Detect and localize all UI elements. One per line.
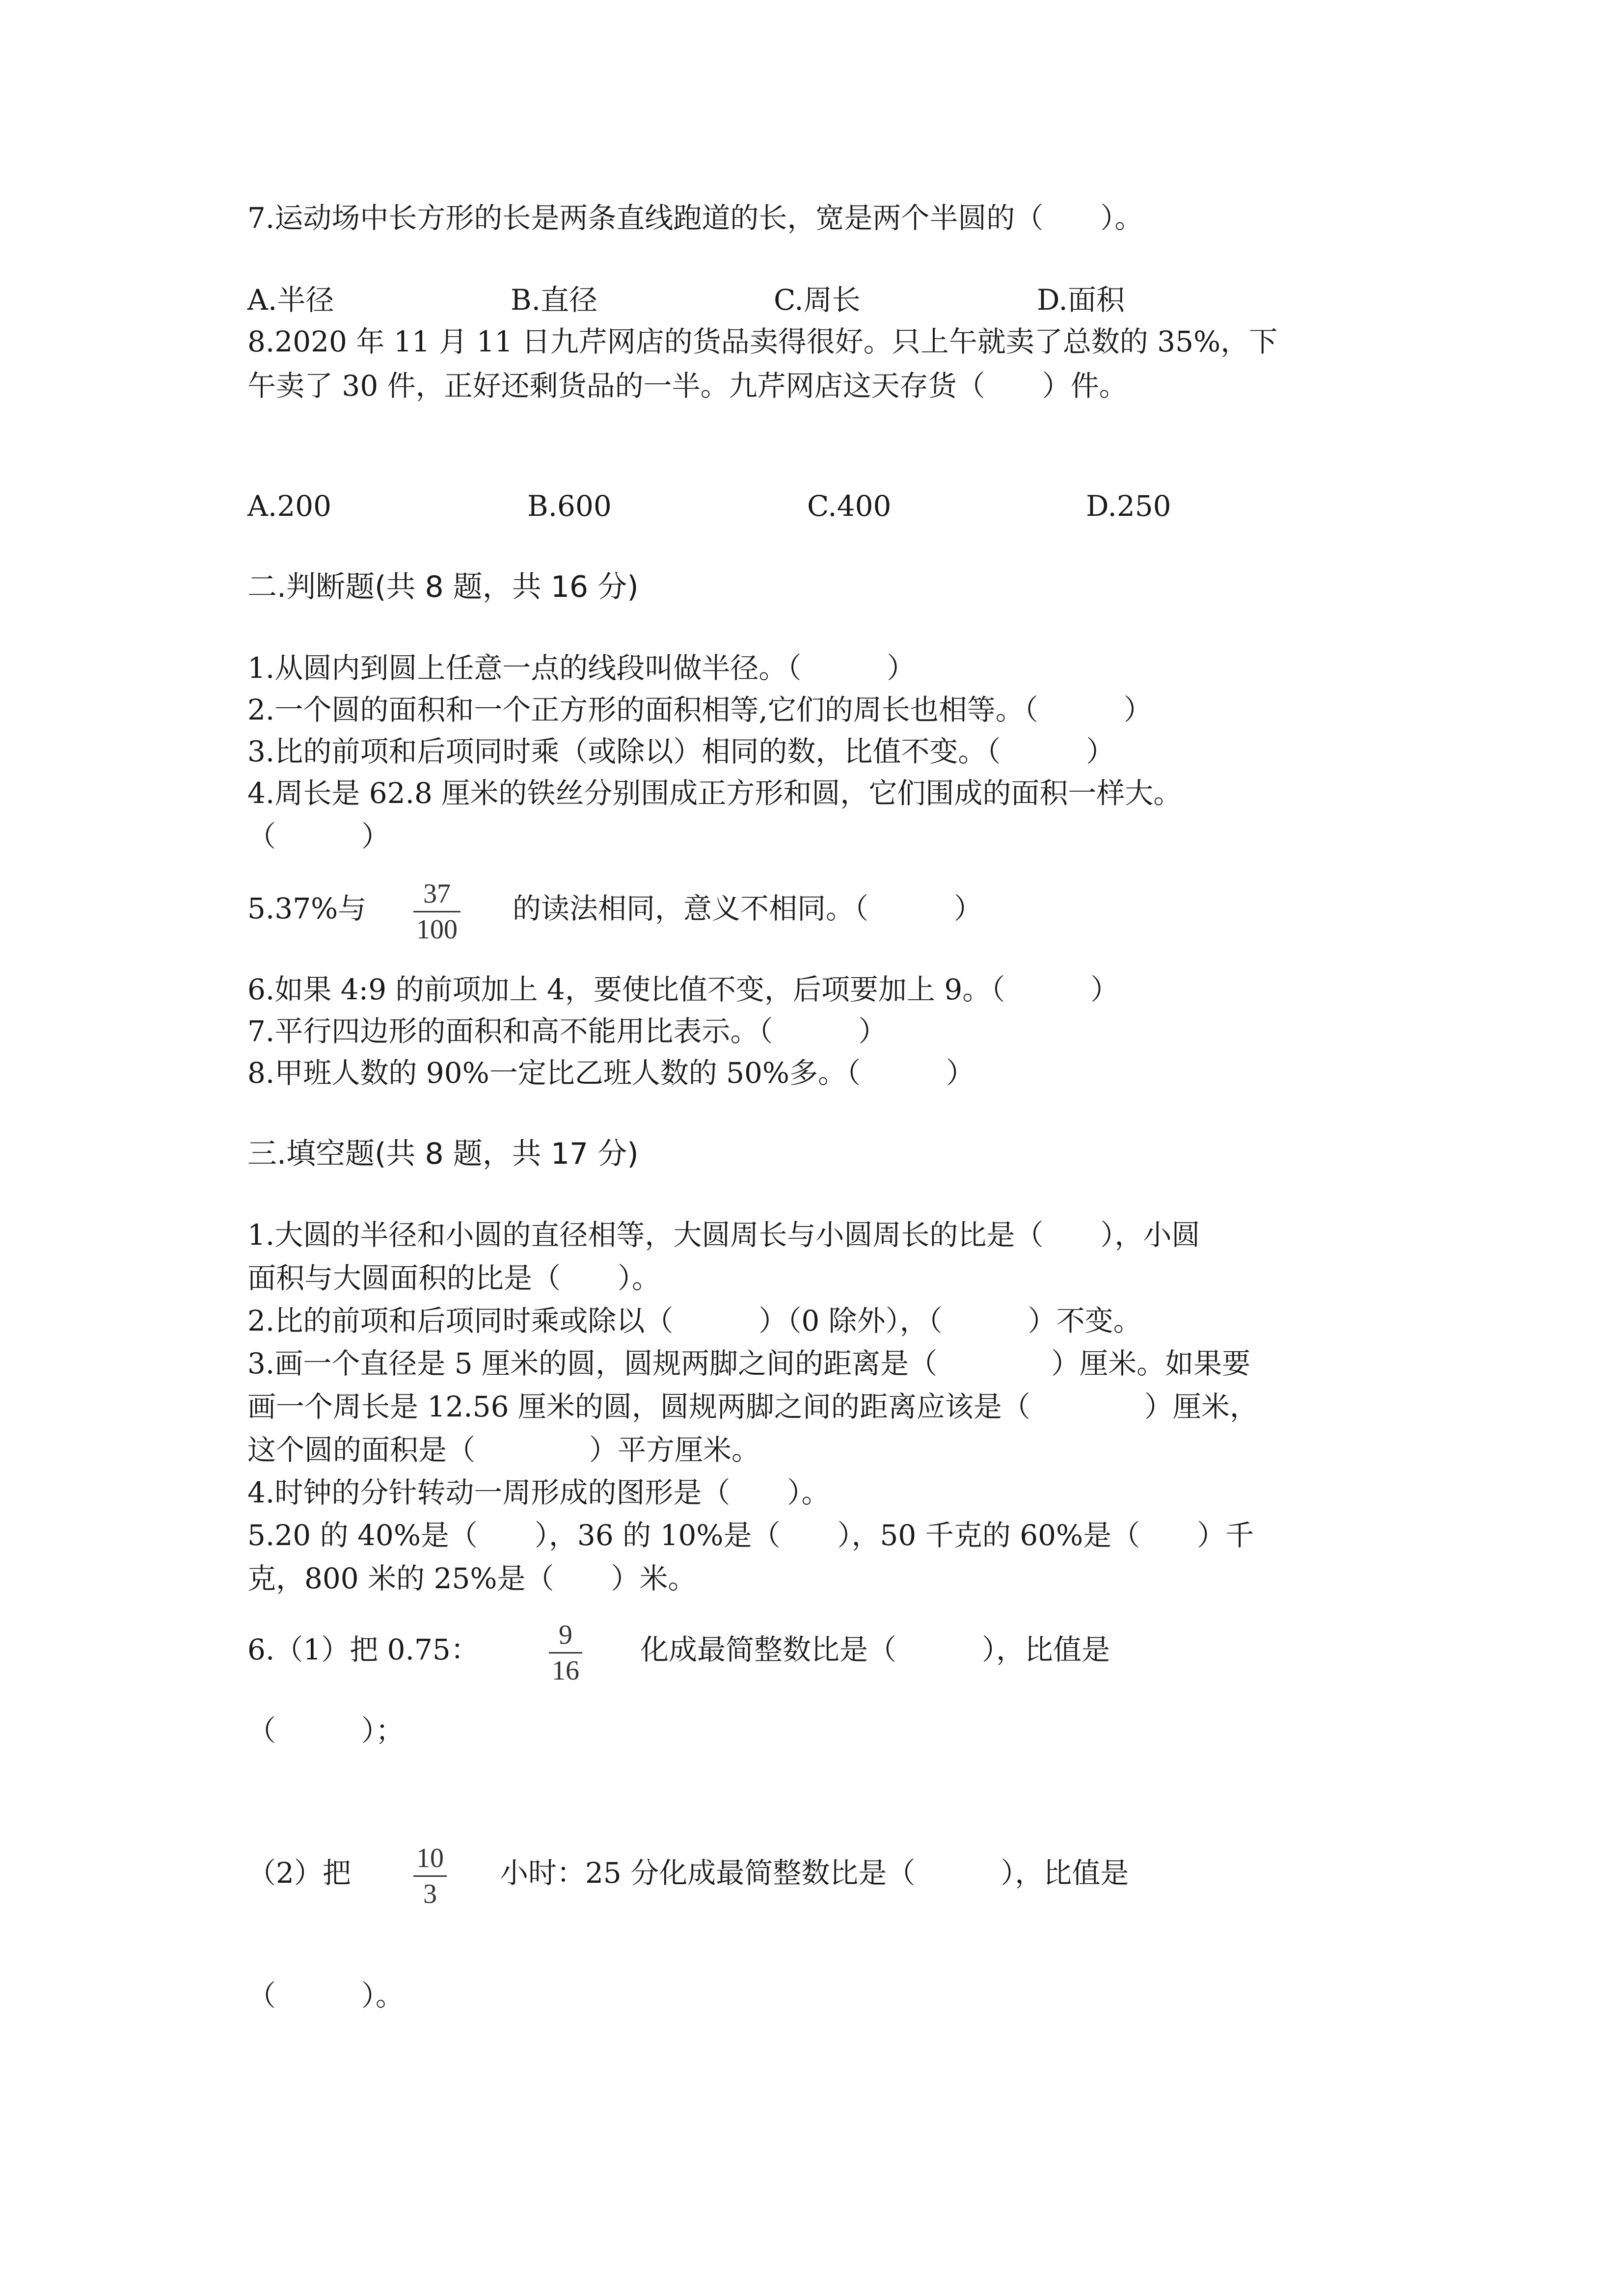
fraction-numerator: 10 — [416, 1843, 444, 1873]
judge-q4-line2: （ ） — [247, 820, 390, 853]
fill-q4: 4.时钟的分针转动一周形成的图形是（ ）。 — [247, 1476, 830, 1509]
fill-q6-part2-fraction — [413, 1843, 447, 1909]
mc-q8-option-c: C.400 — [807, 489, 892, 523]
fill-q3-line3: 这个圆的面积是（ ）平方厘米。 — [247, 1433, 760, 1467]
fill-q6-part1-answer: （ ）； — [247, 1714, 405, 1747]
judge-q7: 7.平行四边形的面积和高不能用比表示。（ ） — [247, 1015, 887, 1048]
mc-q8-option-b: B.600 — [527, 489, 612, 523]
judge-q4-line1: 4.周长是 62.8 厘米的铁丝分别围成正方形和圆，它们围成的面积一样大。 — [247, 776, 1182, 810]
fill-q6-part2-answer: （ ）。 — [247, 1979, 405, 2012]
fill-q6-part2-prefix: （2）把 — [247, 1856, 351, 1890]
judge-q5-prefix: 5.37%与 — [247, 892, 367, 925]
judge-q1: 1.从圆内到圆上任意一点的线段叫做半径。（ ） — [247, 651, 916, 685]
mc-q7-stem: 7.运动场中长方形的长是两条直线跑道的长，宽是两个半圆的（ ）。 — [247, 201, 1143, 235]
fraction-denominator: 3 — [423, 1879, 437, 1909]
mc-q8-option-d: D.250 — [1086, 489, 1171, 523]
fill-q1-line2: 面积与大圆面积的比是（ ）。 — [247, 1261, 661, 1295]
fill-q2: 2.比的前项和后项同时乘或除以（ ）（0 除外），（ ）不变。 — [247, 1304, 1142, 1337]
mc-q7-option-b: B.直径 — [511, 283, 598, 317]
fill-q5-line1: 5.20 的 40%是（ ），36 的 10%是（ ），50 千克的 60%是（ ）千 — [247, 1519, 1254, 1552]
fill-q6-part1-fraction — [549, 1620, 582, 1686]
fraction-bar — [413, 1875, 447, 1877]
judge-q5-suffix: 的读法相同，意义不相同。（ ） — [513, 892, 983, 925]
mc-q8-option-a: A.200 — [247, 489, 332, 523]
judge-q5-fraction — [413, 879, 460, 945]
judge-q8: 8.甲班人数的 90%一定比乙班人数的 50%多。（ ） — [247, 1056, 975, 1090]
mc-q8-stem-line1: 8.2020 年 11 月 11 日九芹网店的货品卖得很好。只上午就卖了总数的 35%，下 — [247, 325, 1278, 358]
fraction-bar — [549, 1652, 582, 1654]
mc-q8-stem-line2: 午卖了 30 件，正好还剩货品的一半。九芹网店这天存货（ ）件。 — [247, 369, 1128, 402]
mc-q7-option-d: D.面积 — [1037, 283, 1125, 317]
fill-q3-line2: 画一个周长是 12.56 厘米的圆，圆规两脚之间的距离应该是（ ）厘米， — [247, 1390, 1258, 1423]
fraction-numerator: 9 — [559, 1620, 572, 1650]
fill-q3-line1: 3.画一个直径是 5 厘米的圆，圆规两脚之间的距离是（ ）厘米。如果要 — [247, 1347, 1251, 1380]
fill-section-heading: 三.填空题(共 8 题，共 17 分) — [247, 1137, 639, 1171]
fill-q5-line2: 克，800 米的 25%是（ ）米。 — [247, 1562, 697, 1595]
fraction-numerator: 37 — [423, 879, 451, 909]
fraction-denominator: 100 — [416, 914, 458, 945]
judge-q2: 2.一个圆的面积和一个正方形的面积相等,它们的周长也相等。（ ） — [247, 693, 1152, 726]
fill-q6-part1-suffix: 化成最简整数比是（ ），比值是 — [640, 1633, 1110, 1666]
mc-q7-option-a: A.半径 — [247, 283, 334, 317]
mc-q7-option-c: C.周长 — [774, 283, 861, 317]
judge-q3: 3.比的前项和后项同时乘（或除以）相同的数，比值不变。（ ） — [247, 735, 1115, 768]
judge-section-heading: 二.判断题(共 8 题，共 16 分) — [247, 570, 639, 604]
fill-q6-part2-suffix: 小时：25 分化成最简整数比是（ ），比值是 — [500, 1856, 1129, 1890]
fraction-bar — [413, 911, 460, 912]
fill-q1-line1: 1.大圆的半径和小圆的直径相等，大圆周长与小圆周长的比是（ ），小圆 — [247, 1218, 1200, 1252]
judge-q6: 6.如果 4:9 的前项加上 4，要使比值不变，后项要加上 9。（ ） — [247, 973, 1119, 1006]
fraction-denominator: 16 — [552, 1655, 579, 1686]
fill-q6-part1-prefix: 6.（1）把 0.75： — [247, 1633, 479, 1666]
